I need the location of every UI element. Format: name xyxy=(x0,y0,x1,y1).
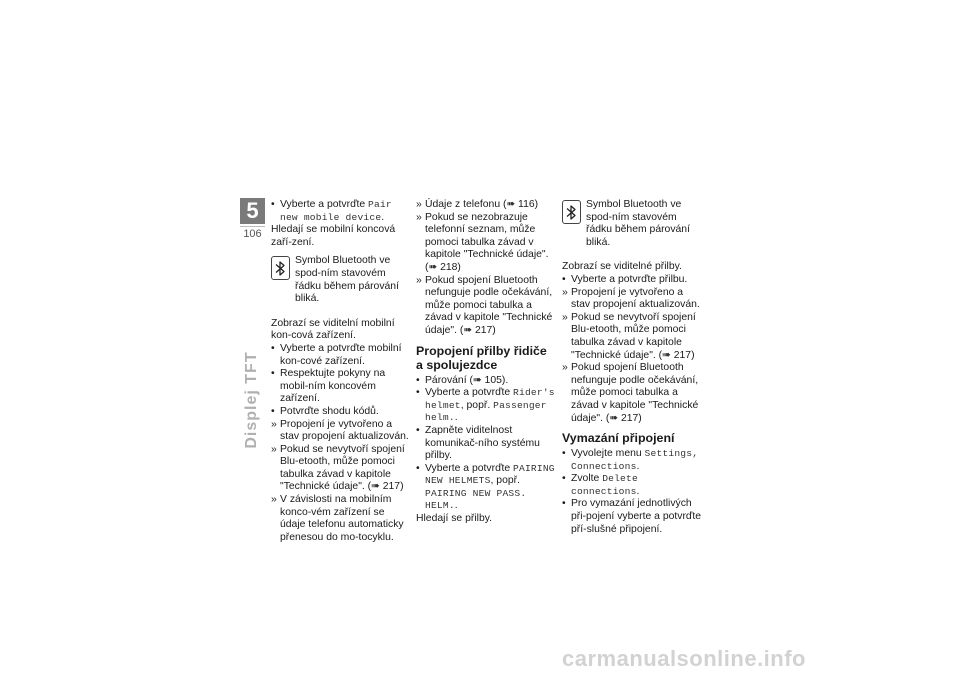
bullet-item: • Respektujte pokyny na mobil-ním koncovém zařízení. xyxy=(271,368,411,406)
arrow-reference-icon: ➠ xyxy=(472,374,482,386)
result-item: » V závislosti na mobilním konco-vém zařízení se údaje telefonu automaticky přenesou do mo-tocyklu. xyxy=(271,494,411,544)
bullet-item: • Vyvolejte menu Settings, Connections. xyxy=(562,448,702,473)
bullet-item: • Vyberte a potvrďte Pair new mobile device. xyxy=(271,199,411,224)
bullet-item: • Zapněte viditelnost komunikač-ního systému přilby. xyxy=(416,425,556,463)
result-item: » Údaje z telefonu (➠ 116) xyxy=(416,199,556,212)
arrow-reference-icon: ➠ xyxy=(463,324,473,336)
section-heading: Propojení přilby řidiče a spolujezdce xyxy=(416,343,547,372)
arrow-reference-icon: ➠ xyxy=(428,261,438,273)
bullet-item: • Potvrďte shodu kódů. xyxy=(271,406,411,419)
section-title: Displej TFT xyxy=(243,351,260,449)
text-column-3 xyxy=(562,199,702,536)
bullet-item: • Pro vymazání jednotlivých při-pojení vyberte a potvrďte pří-slušné připojení. xyxy=(562,498,702,536)
page-number: 106 xyxy=(240,226,265,240)
paragraph: Zobrazí se viditelní mobilní kon-cová zařízení. xyxy=(271,317,395,342)
arrow-reference-icon: ➠ xyxy=(609,412,619,424)
text-column-2 xyxy=(416,199,556,526)
chapter-number: 5 xyxy=(240,198,265,224)
watermark: carmanualsonline.info xyxy=(562,646,806,671)
arrow-reference-icon: ➠ xyxy=(371,481,380,493)
paragraph: Hledají se mobilní koncová zaří-zení. xyxy=(271,224,396,248)
bluetooth-icon xyxy=(562,200,581,224)
bullet-item: • Vyberte a potvrďte Rider's helmet, popř. Passenger helm.. xyxy=(416,387,556,425)
section-heading: Vymazání připojení xyxy=(562,431,675,446)
text-column-1 xyxy=(271,199,411,544)
result-item: » Pokud se nevytvoří spojení Blu-etooth, může pomoci tabulka závad v kapitole "Technické údaje". (➠ 217) xyxy=(271,444,411,494)
arrow-reference-icon: ➠ xyxy=(506,199,516,210)
paragraph: Zobrazí se viditelné přilby. xyxy=(562,261,682,273)
bullet-item: • Vyberte a potvrďte PAIRING NEW HELMETS, popř. PAIRING NEW PASS. HELM.. xyxy=(416,463,556,513)
bullet-item: • Zvolte Delete connections. xyxy=(562,473,702,498)
result-item: » Pokud spojení Bluetooth nefunguje podle očekávání, může pomoci tabulka a závad v kapitole "Technické údaje". (➠ 217) xyxy=(416,275,556,338)
section-title-vertical xyxy=(238,340,266,460)
result-item: » Propojení je vytvořeno a stav propojení aktualizován. xyxy=(562,287,702,312)
chapter-marker xyxy=(240,198,266,240)
result-item: » Pokud se nevytvoří spojení Blu-etooth, může pomoci tabulka závad v kapitole "Technické údaje". (➠ 217) xyxy=(562,312,702,362)
bluetooth-note: Symbol Bluetooth ve spod-ním stavovém řádku během párování bliká. xyxy=(562,199,702,249)
bluetooth-icon xyxy=(271,256,290,280)
bullet-item: • Vyberte a potvrďte přilbu. xyxy=(562,274,702,287)
bluetooth-note: Symbol Bluetooth ve spod-ním stavovém řádku během párování bliká. xyxy=(271,255,411,305)
result-item: » Pokud se nezobrazuje telefonní seznam, může pomoci tabulka závad v kapitole "Technické údaje". (➠ 218) xyxy=(416,212,556,275)
bullet-item: • Vyberte a potvrďte mobilní kon-cové zařízení. xyxy=(271,343,411,368)
result-item: » Propojení je vytvořeno a stav propojení aktualizován. xyxy=(271,419,411,444)
result-item: » Pokud spojení Bluetooth nefunguje podle očekávání, může pomoci tabulka a závad v kapitole "Technické údaje". (➠ 217) xyxy=(562,362,702,425)
bullet-item: • Párování (➠ 105). xyxy=(416,375,556,388)
paragraph: Hledají se přilby. xyxy=(416,513,493,525)
arrow-reference-icon: ➠ xyxy=(662,349,671,361)
